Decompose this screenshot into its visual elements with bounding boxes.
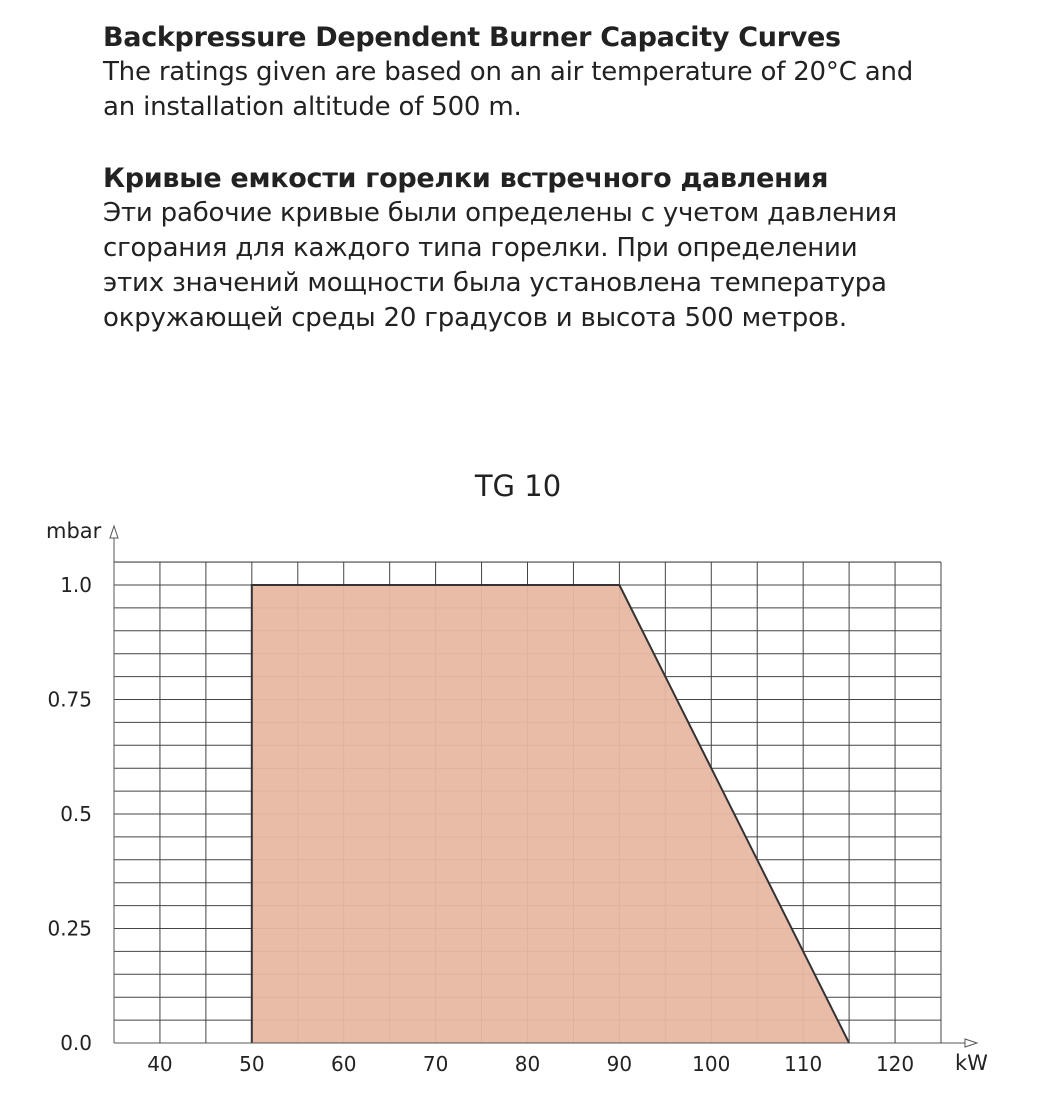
x-tick-label: 50 xyxy=(239,1052,265,1076)
x-tick-label: 80 xyxy=(514,1052,541,1076)
x-tick-label: 90 xyxy=(606,1052,633,1076)
x-tick-label: 110 xyxy=(784,1052,823,1076)
y-tick-label: 1.0 xyxy=(60,573,92,597)
x-axis-label: kW xyxy=(955,1051,988,1075)
x-tick-label: 60 xyxy=(330,1052,357,1076)
english-heading: Backpressure Dependent Burner Capacity Curves xyxy=(103,22,841,53)
russian-line-1: Эти рабочие кривые были определены с учетом давления xyxy=(103,198,897,228)
x-tick-label: 70 xyxy=(422,1052,449,1076)
y-tick-label: 0.5 xyxy=(60,802,92,826)
x-tick-label: 40 xyxy=(147,1052,173,1076)
russian-line-3: этих значений мощности была установлена температура xyxy=(103,268,887,298)
chart-title: TG 10 xyxy=(474,469,562,503)
russian-line-2: сгорания для каждого типа горелки. При определении xyxy=(103,233,858,263)
y-tick-label: 0.75 xyxy=(47,687,92,712)
english-line-2: an installation altitude of 500 m. xyxy=(103,92,522,122)
x-tick-label: 120 xyxy=(875,1052,915,1076)
russian-line-4: окружающей среды 20 градусов и высота 500 метров. xyxy=(103,303,847,333)
english-line-1: The ratings given are based on an air temperature of 20°C and xyxy=(103,57,914,87)
x-axis-arrow-icon xyxy=(965,1039,977,1047)
x-tick-label: 100 xyxy=(692,1052,731,1076)
y-tick-label: 0.25 xyxy=(47,916,92,941)
y-tick-label: 0.0 xyxy=(60,1031,92,1055)
russian-heading: Кривые емкости горелки встречного давления xyxy=(103,163,829,194)
y-axis-label: mbar xyxy=(46,519,102,543)
y-axis-arrow-icon xyxy=(110,526,118,538)
